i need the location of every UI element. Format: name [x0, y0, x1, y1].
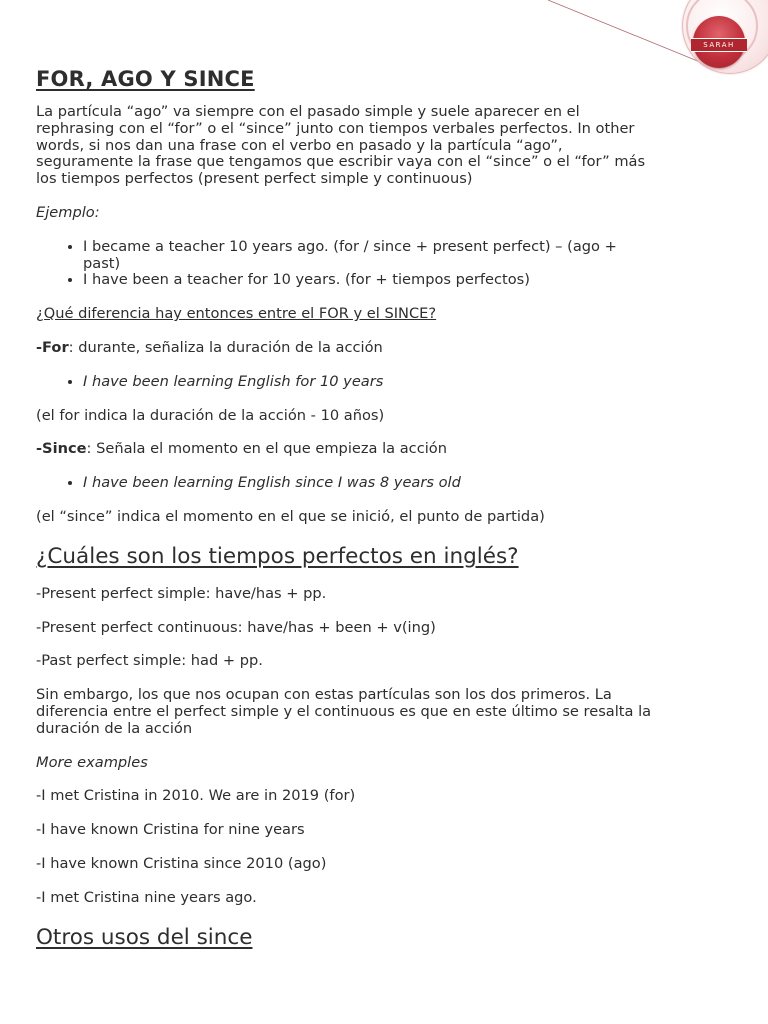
list-item: • I became a teacher 10 years ago. (for / since + present perfect) – (ago + past) — [83, 239, 656, 273]
perfect-item: -Present perfect continuous: have/has + been + v(ing) — [36, 618, 436, 636]
perfect-tenses-heading: ¿Cuáles son los tiempos perfectos en inglés? — [36, 543, 519, 569]
example-label — [36, 205, 656, 222]
for-example-list — [36, 374, 656, 391]
list-item: • I have been learning English for 10 years — [83, 374, 656, 391]
for-definition — [36, 340, 656, 357]
since-definition-text: : Señala el momento en el que empieza la acción — [86, 440, 447, 458]
for-term: -For — [36, 338, 69, 356]
perfect-item: -Past perfect simple: had + pp. — [36, 652, 263, 670]
example-list — [36, 239, 656, 289]
more-examples-label — [36, 755, 656, 772]
perfect-item: -Present perfect simple: have/has + pp. — [36, 584, 327, 602]
since-example-list — [36, 475, 656, 492]
more-example-item: -I met Cristina nine years ago. — [36, 888, 257, 906]
more-example-item: -I have known Cristina for nine years — [36, 821, 305, 839]
since-definition — [36, 441, 656, 458]
since-term: -Since — [36, 440, 87, 458]
question-line — [36, 306, 656, 323]
for-note: (el for indica la duración de la acción - 10 años) — [36, 406, 385, 424]
since-note: (el “since” indica el momento en el que se inició, el punto de partida) — [36, 507, 545, 525]
for-definition-text: : durante, señaliza la duración de la acción — [68, 338, 383, 356]
more-example-item: -I have known Cristina since 2010 (ago) — [36, 854, 327, 872]
more-examples-label-text: More examples — [36, 753, 148, 771]
more-example-item: -I met Cristina in 2010. We are in 2019 (for) — [36, 787, 356, 805]
document-body — [36, 66, 656, 967]
logo-text: SARAH — [703, 41, 735, 49]
list-item: • I have been learning English since I was 8 years old — [83, 475, 656, 492]
question-text: ¿Qué diferencia hay entonces entre el FOR y el SINCE? — [36, 305, 437, 323]
example-label-text: Ejemplo: — [36, 203, 100, 221]
perfect-note: Sin embargo, los que nos ocupan con estas partículas son los dos primeros. La diferencia entre el perfect simple y el continuous es que en este último se resalta la duración de la acción — [36, 686, 652, 737]
list-item: • I have been a teacher for 10 years. (for + tiempos perfectos) — [83, 272, 656, 289]
page-title: FOR, AGO Y SINCE — [36, 67, 255, 91]
intro-paragraph: La partícula “ago” va siempre con el pasado simple y suele aparecer en el rephrasing con el “for” o el “since” junto con tiempos verbales perfectos. In other words, si nos dan una frase con el verbo en pasado y la partícula “ago”, seguramente la frase que tengamos que escribir vaya con el “since” o el “for” más los tiempos perfectos (present perfect simple y continuous) — [36, 103, 646, 188]
other-uses-heading: Otros usos del since — [36, 924, 253, 950]
